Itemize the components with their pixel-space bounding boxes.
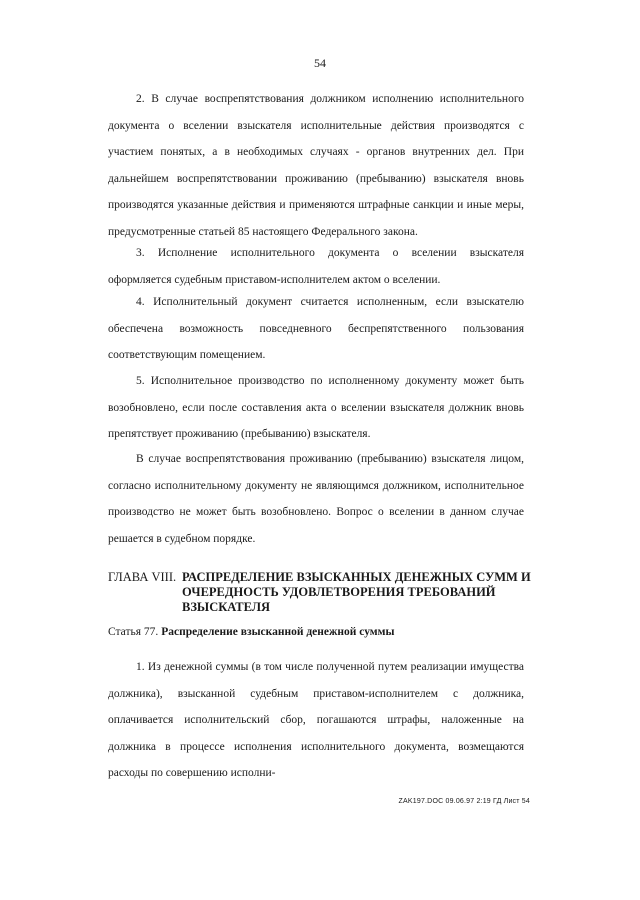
paragraph-text: 3. Исполнение исполнительного документа о вселении взыскателя оформляется судебным приставом-исполнителем актом о вселении.: [108, 247, 524, 286]
article-77-paragraph-1: [108, 654, 524, 787]
paragraph-2: [108, 86, 524, 245]
paragraph-text: 4. Исполнительный документ считается исполненным, если взыскателю обеспечена возможность повседневного беспрепятственного пользования соответствующим помещением.: [108, 296, 524, 361]
chapter-label: ГЛАВА VIII.: [108, 570, 177, 584]
file-footer: ZAK197.DOC 09.06.97 2:19 ГД Лист 54: [398, 798, 530, 805]
paragraph-text: 2. В случае воспрепятствования должником исполнению исполнительного документа о вселении взыскателя исполнительные действия производятся с участием понятых, а в необходимых случаях - органов внутренних дел. При дальнейшем воспрепятствовании проживанию (пребыванию) взыскателя вновь производятся указанные действия и применяются штрафные санкции и иные меры, предусмотренные статьей 85 настоящего Федерального закона.: [108, 93, 524, 238]
paragraph-text: В случае воспрепятствования проживанию (пребыванию) взыскателя лицом, согласно исполнительному документу не являющимся должником, исполнительное производство не может быть возобновлено. Вопрос о вселении в данном случае решается в судебном порядке.: [108, 453, 524, 545]
paragraph-5-continued: [108, 446, 524, 552]
paragraph-3: [108, 240, 524, 293]
article-heading: [108, 626, 524, 638]
paragraph-5: [108, 368, 524, 448]
page-number: 54: [314, 56, 326, 70]
article-title: Распределение взысканной денежной суммы: [161, 626, 395, 638]
article-label: Статья 77.: [108, 626, 159, 638]
paragraph-4: [108, 289, 524, 369]
chapter-title: РАСПРЕДЕЛЕНИЕ ВЗЫСКАННЫХ ДЕНЕЖНЫХ СУММ И ОЧЕРЕДНОСТЬ УДОВЛЕТВОРЕНИЯ ТРЕБОВАНИЙ ВЗЫСКАТЕЛЯ: [182, 570, 531, 614]
paragraph-text: 1. Из денежной суммы (в том числе полученной путем реализации имущества должника), взысканной судебным приставом-исполнителем с должника, оплачивается исполнительский сбор, погашаются штрафы, наложенные на должника в процессе исполнения исполнительного документа, возмещаются расходы по совершению исполни-: [108, 661, 524, 779]
paragraph-text: 5. Исполнительное производство по исполненному документу может быть возобновлено, если после составления акта о вселении взыскателя должник вновь препятствует проживанию (пребыванию) взыскателя.: [108, 375, 524, 440]
